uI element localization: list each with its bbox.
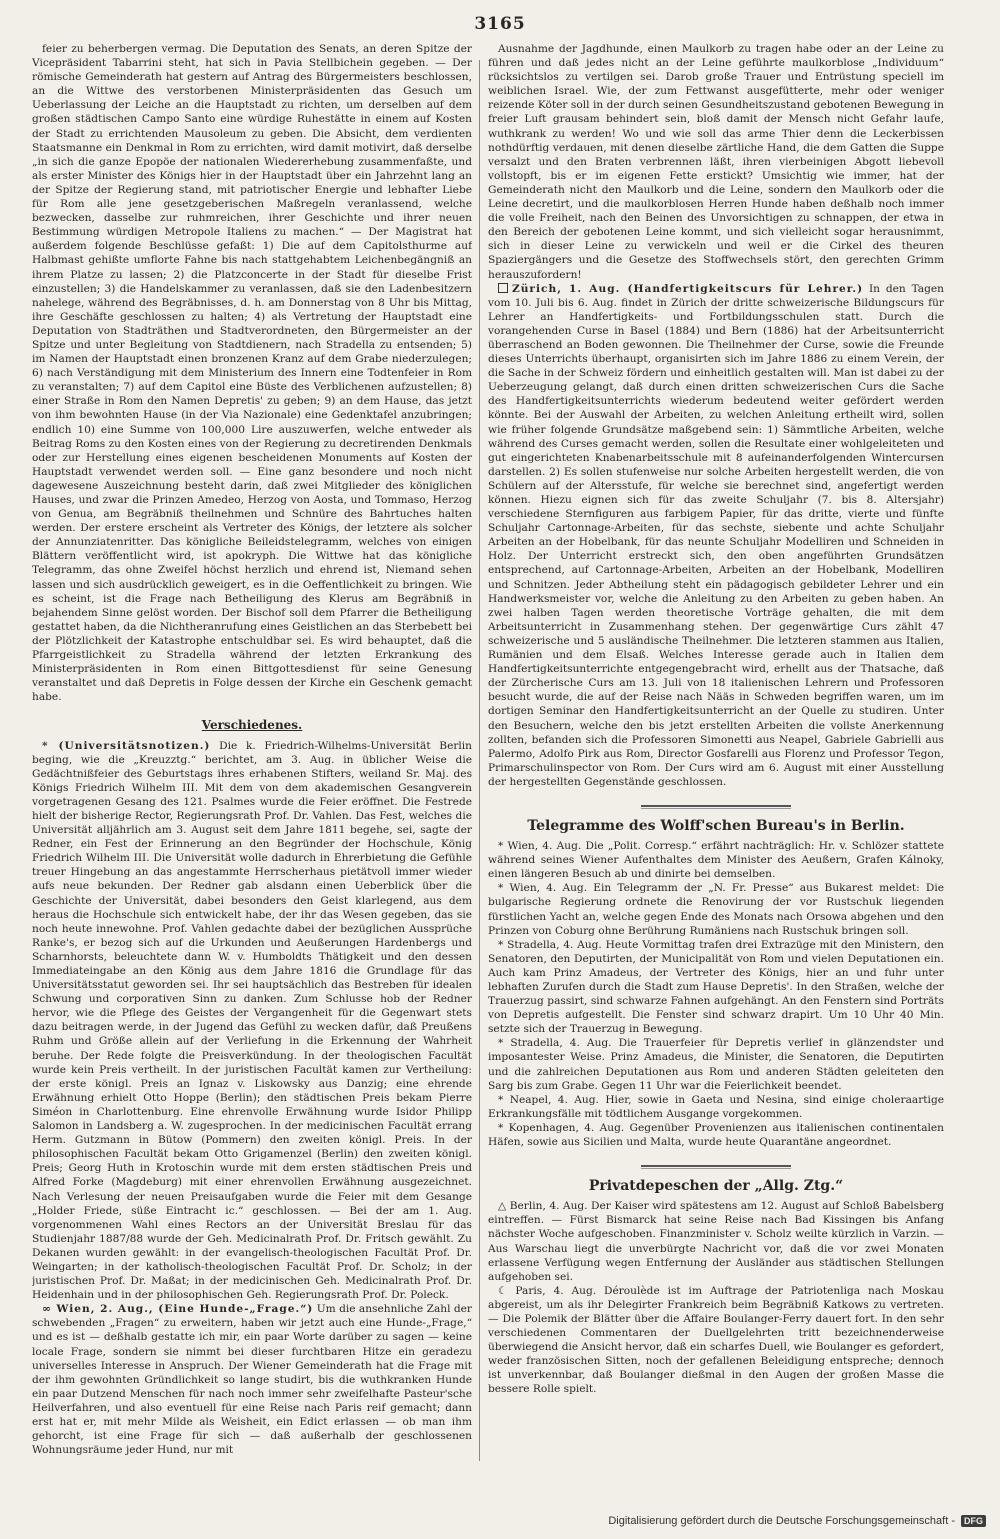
telegram-item: * Wien, 4. Aug. Ein Telegramm der „N. Fr. Presse“ aus Bukarest meldet: Die bulgarische Regierung ordnete die Renovirung der vor Rustschuk liegenden fürstlichen Yacht an, welche gegen Ende des Monats nach Orsowa abgehen und den Prinzen von Coburg ohne Berührung Rumäniens nach Rustschuk bringen soll. — [488, 882, 944, 937]
right-column — [488, 42, 944, 1491]
left-column — [32, 42, 472, 1491]
private-heading: Privatdepeschen der „Allg. Ztg.“ — [588, 1178, 844, 1195]
article-item — [32, 739, 472, 1303]
section-heading: Verschiedenes. — [201, 718, 303, 733]
article-paragraph: Ausnahme der Jagdhunde, einen Maulkorb zu tragen habe oder an der Leine zu führen und daß jedes nicht an der Leine geführte maulkorblose „Individuum“ rücksichtslos zu vertilgen sei. Darob große Trauer und Entrüstung speciell im weiblichen Israel. Wie, der zum Fettwanst ausgefütterte, mehr oder weniger reizende Köter soll in der durch seinen Gesundheitszustand gebotenen Bewegung in freier Luft grausam behindert sein, bloß damit der Mensch nicht Gefahr laufe, wuthkrank zu werden! Wo und wie soll das arme Thier denn die Leckerbissen nothdürftig verdauen, mit denen dieselbe zärtliche Hand, die dem Gatten die Suppe versalzt und den Braten verbrennen läßt, ihren vierbeinigen Abgott liebevoll vollstopft, bis er im eigenen Fette erstickt? Umsichtig wie immer, hat der Gemeinderath nicht den Maulkorb und die Leine, sondern den Maulkorb oder die Leine decretirt, und die maulkorblosen Herren Hunde haben deßhalb noch immer die volle Freiheit, nach den Beinen des Unvorsichtigen zu schnappen, der etwa in den Bereich der gebotenen Leine kommt, und sich vielleicht sogar herausnimmt, sich in dieser Leine zu verwickeln und weil er die Cirkel des theuren Spaziergängers und die Gesetze des Stoffwechsels stört, den gerechten Grimm herauszufordern! — [488, 43, 944, 281]
telegram-item: * Wien, 4. Aug. Die „Polit. Corresp.“ erfährt nachträglich: Hr. v. Schlözer stattete während seines Wiener Aufenthaltes dem Minister des Aeußern, Grafen Kálnoky, einen längeren Besuch ab und dinirte bei demselben. — [488, 840, 944, 881]
telegram-item: * Neapel, 4. Aug. Hier, sowie in Gaeta und Nesina, sind einige choleraartige Erkrankungsfälle mit tödtlichem Ausgange vorgekommen. — [488, 1093, 944, 1120]
article-item — [32, 1302, 472, 1457]
private-dispatch: ☾ Paris, 4. Aug. Déroulède ist im Auftrage der Patriotenliga nach Moskau abgereist, um als ihr Delegirter Frankreich beim Begräbniß Katkows zu vertreten. — Die Polemik der Blätter über die Affaire Boulanger-Ferry dauert fort. In den sehr verschiedenen Commentaren der Duellgelehrten tritt bezeichnenderweise überwiegend die Ansicht hervor, daß ein scharfes Duell, wie Boulanger es gefordert, weder französischen Sitten, noch der gefallenen Beleidigung entspreche; dennoch ist unverkennbar, daß Boulanger dießmal in den Augen der großen Masse die bessere Rolle spielt. — [488, 1284, 944, 1396]
item-text: Um die ansehnliche Zahl der schwebenden „Fragen“ zu erweitern, haben wir jetzt auch eine Hunde-„Frage,“ und es ist — deßhalb gestatte ich mir, ein paar Worte darüber zu sagen — keine locale Frage, sondern sie nimmt bei dieser furchtbaren Hitze ein geradezu universelles Interesse in Anspruch. Der Wiener Gemeinderath hat die Frage mit der ihm gewohnten Gründlichkeit so lange studirt, bis die wuthkranken Hunde ein paar Dutzend Menschen für nach noch immer sehr zweifelhafte Pasteur'sche Heilverfahren, und also eventuell für eine Reise nach Paris reif gemacht; dann erst hat er, mit mehr Milde als Weisheit, ein Edict erlassen — ob man ihm gehorcht, ist eine Frage für sich — daß außerhalb der geschlossenen Wohnungsräume jeder Hund, nur mit — [32, 1303, 472, 1457]
item-lead: ∞ Wien, 2. Aug., (Eine Hunde-„Frage.“) — [42, 1303, 314, 1316]
item-text: In den Tagen vom 10. Juli bis 6. Aug. findet in Zürich der dritte schweizerische Bildungscurs für Lehrer an Handfertigkeits- und Fortbildungsschulen statt. Durch die vorangehenden Curse in Basel (1884) und Bern (1886) hat der Arbeitsunterricht überraschend an Boden gewonnen. Die Theilnehmer der Curse, sowie die Freunde dieses Unterrichts überhaupt, organisirten sich im Jahre 1886 zu einem Verein, der die Sache in der Schweiz fördern und einheitlich gestalten will. Man ist dabei zu der Ueberzeugung gelangt, daß durch einen dritten schweizerischen Curs die Sache des Handfertigkeitsunterrichts wiederum bedeutend weiter gefördert werden könnte. Bei der Auswahl der Arbeiten, zu welchen Anleitung ertheilt wird, sollen wie früher folgende Grundsätze maßgebend sein: 1) Sämmtliche Arbeiten, welche während des Curses gemacht werden, sollen die Resultate einer wohlgeleiteten und gut eingerichteten Knabenarbeitsschule mit 8 aufeinanderfolgenden Wintercursen darstellen. 2) Es sollen stufenweise nur solche Arbeiten hergestellt werden, die von Schülern auf der Altersstufe, für welche sie berechnet sind, angefertigt werden können. Hiezu eignen sich für das zweite Schuljahr (7. bis 8. Altersjahr) verschiedene Sternfiguren aus farbigem Papier, für das dritte, vierte und fünfte Schuljahr Cartonnage-Arbeiten, für das sechste, siebente und achte Schuljahr Arbeiten an der Hobelbank, für das neunte Schuljahr Modelliren und Schneiden in Holz. Der Unterricht erstreckt sich, den oben angeführten Grundsätzen entsprechend, auf Cartonnage-Arbeiten, Arbeiten an der Hobelbank, Modelliren und Schnitzen. Jeder Abtheilung steht ein pädagogisch gebildeter Lehrer und ein Handwerksmeister vor, welche die Anleitung zu den Arbeiten zu geben haben. An zwei halben Tagen werden theoretische Vorträge gehalten, die mit dem Arbeitsunterricht in Zusammenhang stehen. Der gegenwärtige Curs zählt 47 schweizerische und 5 ausländische Theilnehmer. Die letzteren stammen aus Italien, Rumänien und dem Elsaß. Welches Interesse gerade auch in Italien dem Handfertigkeitsunterrichte entgegengebracht wird, erhellt aus der Thatsache, daß der Zürcherische Curs am 13. Juli von 18 italienischen Lehrern und Professoren besucht wurde, die auf der Reise nach Nääs in Schweden begriffen waren, um im dortigen Seminar den Handfertigkeitsunterricht an der Quelle zu studiren. Unter den Besuchern, welche den bis jetzt erstellten Arbeiten die vollste Anerkennung zollten, befanden sich die Professoren Simonetti aus Neapel, Gabriele Gabrielli aus Palermo, Adolfo Pirk aus Rom, Director Gosfarelli aus Florenz und Professor Tegon, Primarschulinspector von Rom. Der Curs wird am 6. August mit einer Ausstellung der hergestellten Gegenstände geschlossen. — [488, 282, 944, 788]
page-number: 3165 — [474, 14, 526, 34]
box-icon — [498, 283, 508, 293]
dfg-logo: DFG — [961, 1515, 986, 1527]
telegram-item: * Kopenhagen, 4. Aug. Gegenüber Provenienzen aus italienischen continentalen Häfen, sowie aus Sicilien und Malta, wurde heute Quarantäne angeordnet. — [488, 1121, 944, 1149]
article-item — [488, 282, 944, 789]
separator-rule — [641, 1165, 791, 1169]
item-lead: Zürich, 1. Aug. (Handfertigkeitscurs für Lehrer.) — [512, 282, 864, 295]
telegram-heading: Telegramme des Wolff'schen Bureau's in Berlin. — [527, 817, 905, 834]
telegram-item: * Stradella, 4. Aug. Heute Vormittag trafen drei Extrazüge mit den Ministern, den Senatoren, den Deputirten, der Municipalität von Rom und vielen Deputationen ein. Auch kam Prinz Amadeus, der Vertreter des Königs, hier an und fuhr unter lebhaften Zurufen durch die Stadt zum Hause Depretis'. In den Straßen, welche der Trauerzug passirt, sind schwarze Fahnen aufgehängt. An den Fenstern sind Porträts von Depretis aufgestellt. Die Fenster sind schwarz drapirt. Um 10 Uhr 40 Min. setzte sich der Trauerzug in Bewegung. — [488, 938, 944, 1036]
footer-text: Digitalisierung gefördert durch die Deutsche Forschungsgemeinschaft - — [608, 1515, 955, 1527]
article-paragraph: feier zu beherbergen vermag. Die Deputation des Senats, an deren Spitze der Vicepräsident Tabarrini steht, hat sich in Pavia Stellbichein gegeben. — Der römische Gemeinderath hat gestern auf Antrag des Bürgermeisters beschlossen, an die Wittwe des verstorbenen Ministerpräsidenten das Gesuch um Ueberlassung der Leiche an die Hauptstadt zu richten, um derselben auf dem großen städtischen Campo Santo eine würdige Ruhestätte in einem auf Kosten der Stadt zu errichtenden Mausoleum zu geben. Die Absicht, dem verdienten Staatsmanne ein Denkmal in Rom zu errichten, wird damit motivirt, daß derselbe „in sich die ganze Epopöe der nationalen Wiedererhebung zusammenfaßte, und als erster Minister des Königs hier in der Hauptstadt über ein Jahrzehnt lang an der Spitze der Regierung stand, mit patriotischer Energie und lebhafter Liebe für Rom alle jene gesetzgeberischen Maßregeln veranlassend, welche bezwecken, dasselbe zur ruhmreichen, ihrer Geschichte und ihrer neuen Bestimmung würdigen Metropole Italiens zu machen.“ — Der Magistrat hat außerdem folgende Beschlüsse gefaßt: 1) Die auf dem Capitolsthurme auf Halbmast gehißte umflorte Fahne bis nach stattgehabtem Leichenbegängniß an ihrem Platze zu lassen; 2) die Platzconcerte in der Stadt für dieselbe Frist einzustellen; 3) die Handelskammer zu veranlassen, daß sie den Ladenbesitzern nahelege, während des Begräbnisses, d. h. am Donnerstag von 8 Uhr bis Mittag, ihre Geschäfte geschlossen zu halten; 4) als Vertretung der Hauptstadt eine Deputation von Stadträthen und Stadtverordneten, den Bürgermeister an der Spitze und unter Begleitung von Stadtdienern, nach Stradella zu entsenden; 5) im Namen der Hauptstadt einen bronzenen Kranz auf dem Grabe niederzulegen; 6) nach Verständigung mit dem Ministerium des Innern eine Todtenfeier in Rom zu veranstalten; 7) auf dem Capitol eine Büste des Verblichenen aufzustellen; 8) einer Straße in Rom den Namen Depretis' zu geben; 9) an dem Hause, das jetzt von ihm bewohnten Hause (in der Via Nazionale) eine Gedenktafel anzubringen; endlich 10) eine Summe von 100,000 Lire auszuwerfen, welche entweder als Beitrag Roms zu den Kosten eines von der Regierung zu decretirenden Denkmals oder zur Herstellung eines eigenen bescheidenen Monuments auf Kosten der Hauptstadt verwendet werden soll. — Eine ganz besondere und noch nicht dagewesene Auszeichnung besteht darin, daß zwei Mitglieder des königlichen Hauses, und zwar die Prinzen Amedeo, Herzog von Aosta, und Tommaso, Herzog von Genua, am Begräbniß theilnehmen und Schnüre des Bahrtuches halten werden. Der erstere erscheint als Vertreter des Königs, der letztere als solcher der Annunziatenritter. Das königliche Beileidstelegramm, welches von einigen Blättern veröffentlicht wird, ist apokryph. Die Wittwe hat das königliche Telegramm, das ohne Zweifel höchst herzlich und ehrend ist, Niemand sehen lassen und sich ausdrücklich geweigert, es in die Oeffentlichkeit zu bringen. Wie es scheint, ist die Frage nach Betheiligung des Klerus am Begräbniß in bejahendem Sinne gelöst worden. Der Bischof soll dem Pfarrer die Betheiligung gestattet haben, da die Nichtheranrufung eines Geistlichen an das Sterbebett bei der Plötzlichkeit der Katastrophe entschuldbar sei. Es wird behauptet, daß die Pfarrgeistlichkeit zu Stradella während der letzten Erkrankung des Ministerpräsidenten in Rom einen Bittgottesdienst für seine Genesung veranstaltet und daß Depretis in Folge dessen der Kirche ein Geschenk gemacht habe. — [32, 43, 472, 704]
footer — [608, 1515, 986, 1527]
telegram-item: * Stradella, 4. Aug. Die Trauerfeier für Depretis verlief in glänzendster und imposantester Weise. Prinz Amadeus, die Minister, die Senatoren, die Deputirten und die zahlreichen Deputationen aus Rom und anderen Städten geleiteten den Sarg bis zum Grabe. Gegen 11 Uhr war die Feierlichkeit beendet. — [488, 1037, 944, 1092]
item-lead: * (Universitätsnotizen.) — [42, 739, 211, 752]
separator-rule — [641, 805, 791, 809]
column-divider — [479, 60, 480, 1461]
item-text: Die k. Friedrich-Wilhelms-Universität Berlin beging, wie die „Kreuzztg.“ berichtet, am 3. Aug. in üblicher Weise die Gedächtnißfeier des Geburtstags ihres erhabenen Stifters, weiland Sr. Maj. des Königs Friedrich Wilhelm III. Mit dem von dem akademischen Gesangverein vorgetragenen Gesang des 121. Psalmes wurde die Feier eröffnet. Die Festrede hielt der bisherige Rector, Regierungsrath Prof. Dr. Vahlen. Das Fest, welches die Universität alljährlich am 3. August seit dem Jahre 1811 begehe, sei, sagte der Redner, ein Fest der Erinnerung an den Begründer der Hochschule, König Friedrich Wilhelm III. Die Universität wolle dadurch in Ehrerbietung die Gefühle treuer Hingebung an das angestammte Herrscherhaus pietätvoll immer wieder aufs neue bekunden. Der Redner gab alsdann einen Ueberblick über die Geschichte der Universität, dabei besonders den Geist klarlegend, aus dem heraus die Hochschule sich entwickelt habe, der ihr das Wesen gegeben, das sie noch heute innewohne. Prof. Vahlen gedachte dabei der bezüglichen Aussprüche Ranke's, er bezog sich auf die Urkunden und Aeußerungen Hardenbergs und Scharnhorsts, beleuchtete dann W. v. Humboldts Thätigkeit und den dessen Immediateingabe an den König aus dem Jahre 1816 die Grundlage für das Universitätsstatut geworden sei. Ihr sei hauptsächlich das Bestreben für idealen Schwung und corporativen Sinn zu danken. Zum Schlusse hob der Redner hervor, wie die Pflege des Geistes der Vergangenheit für die Gegenwart stets dazu beitragen werde, in der Jugend das Gefühl zu wecken dafür, daß Preußens Ruhm und Größe allein auf der Verliefung in die Erkennung der Wahrheit beruhe. Der Rede folgte die Preisverkündung. In der theologischen Facultät wurde kein Preis vertheilt. In der juristischen Facultät kamen zur Vertheilung: der erste königl. Preis an Ignaz v. Liskowsky aus Danzig; eine ehrende Erwähnung erhielt Otto Hoppe (Berlin); den städtischen Preis bekam Pierre Siméon in Charlottenburg. Eine ehrenvolle Erwähnung wurde Isidor Philipp Salomon in Landsberg a. W. zugesprochen. In der medicinischen Facultät errang Herm. Gutzmann in Bütow (Pommern) den zweiten königl. Preis. In der philosophischen Facultät bekam Otto Grigamenzel (Berlin) den zweiten königl. Preis; Georg Huth in Krotoschin wurde mit dem ersten städtischen Preis und Alfred Forke (Magdeburg) mit einer ehrenvollen Erwähnung ausgezeichnet. Nach Verlesung der neuen Preisaufgaben wurde die Feier mit dem Gesange „Holder Friede, süße Eintracht ic.“ geschlossen. — Bei der am 1. Aug. vorgenommenen Wahl eines Rectors an der Universität Breslau für das Studienjahr 1887/88 wurde der Geh. Medicinalrath Prof. Dr. Fritsch gewählt. Zu Dekanen wurden gewählt: in der evangelisch-theologischen Facultät Prof. Dr. Weingarten; in der katholisch-theologischen Facultät Prof. Dr. Scholz; in der juristischen Prof. Dr. Maßat; in der medicinischen Geh. Medicinalrath Prof. Dr. Heidenhain und in der philosophischen Geh. Regierungsrath Prof. Dr. Poleck. — [32, 739, 472, 1302]
private-dispatch: △ Berlin, 4. Aug. Der Kaiser wird spätestens am 12. August auf Schloß Babelsberg eintreffen. — Fürst Bismarck hat seine Reise nach Bad Kissingen bis Anfang nächster Woche aufgeschoben. Finanzminister v. Scholz weilte kürzlich in Varzin. — Aus Warschau liegt die unverbürgte Nachricht vor, daß die vor zwei Monaten erlassene Verfügung wegen Entfernung der Ausländer aus städtischen Stellungen aufgehoben sei. — [488, 1200, 944, 1283]
